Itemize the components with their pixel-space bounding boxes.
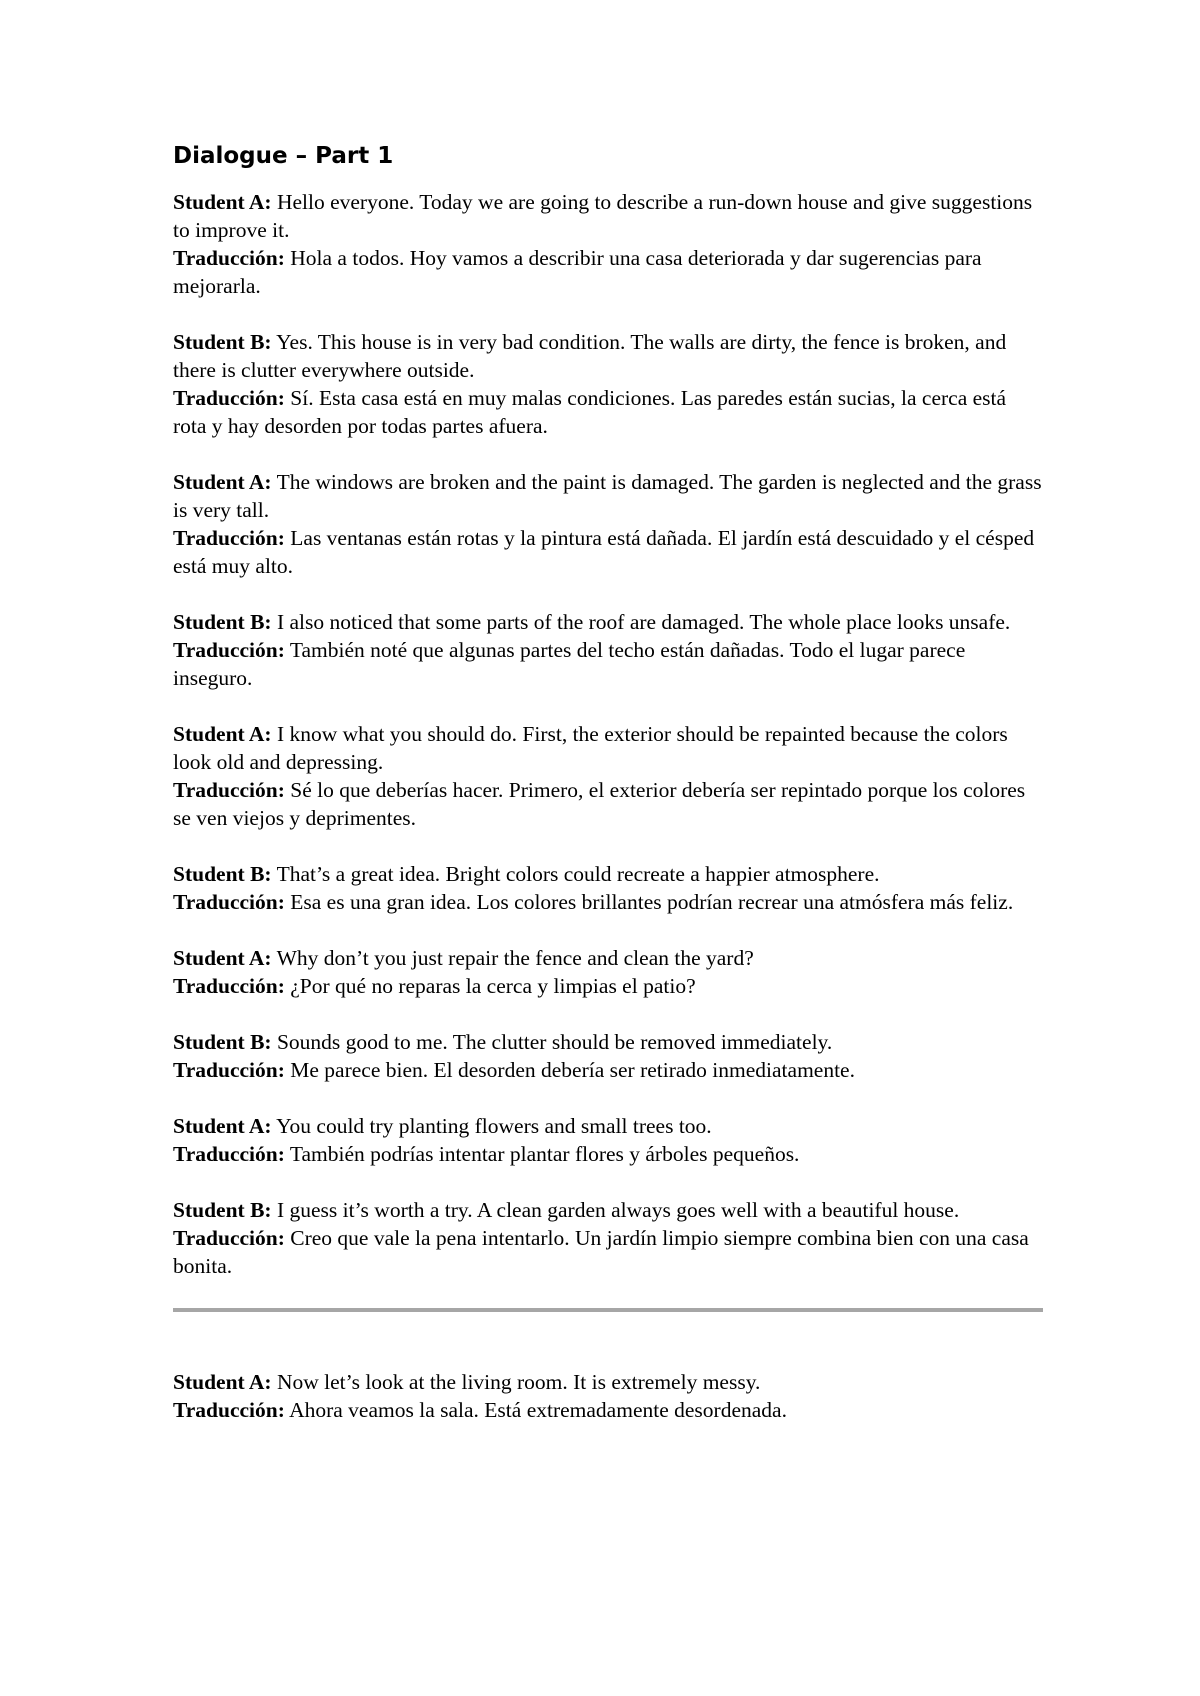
translation-line [173, 1224, 1043, 1280]
dialogue-block [173, 1112, 1043, 1168]
dialogue-line [173, 944, 1043, 972]
translation-line [173, 524, 1043, 580]
translation-text: También podrías intentar plantar flores y árboles pequeños. [284, 1142, 800, 1166]
speaker-label: Student B: [173, 1030, 272, 1054]
dialogue-line [173, 1112, 1043, 1140]
dialogue-block [173, 468, 1043, 580]
translation-line [173, 1396, 1043, 1424]
document-body [173, 140, 1043, 1452]
speaker-label: Student B: [173, 330, 272, 354]
dialogue-text: I know what you should do. First, the exterior should be repainted because the colors look old and depressing. [173, 722, 1008, 774]
translation-line [173, 384, 1043, 440]
translation-text: ¿Por qué no reparas la cerca y limpias el patio? [284, 974, 696, 998]
dialogue-line [173, 468, 1043, 524]
dialogue-text: Why don’t you just repair the fence and clean the yard? [271, 946, 754, 970]
dialogue-text: Sounds good to me. The clutter should be removed immediately. [271, 1030, 833, 1054]
translation-text: También noté que algunas partes del techo están dañadas. Todo el lugar parece inseguro. [173, 638, 966, 690]
dialogue-text: I guess it’s worth a try. A clean garden always goes well with a beautiful house. [271, 1198, 960, 1222]
dialogue-block [173, 328, 1043, 440]
dialogue-line [173, 720, 1043, 776]
dialogue-text: You could try planting flowers and small trees too. [271, 1114, 712, 1138]
translation-line [173, 636, 1043, 692]
translation-label: Traducción: [173, 1398, 285, 1422]
dialogue-line [173, 188, 1043, 244]
dialogue-block [173, 1196, 1043, 1280]
dialogue-text: I also noticed that some parts of the roof are damaged. The whole place looks unsafe. [271, 610, 1011, 634]
dialogue-block [173, 944, 1043, 1000]
speaker-label: Student A: [173, 190, 272, 214]
speaker-label: Student B: [173, 862, 272, 886]
dialogue-line [173, 1196, 1043, 1224]
speaker-label: Student A: [173, 722, 272, 746]
dialogue-line [173, 1028, 1043, 1056]
speaker-label: Student A: [173, 946, 272, 970]
dialogue-block [173, 188, 1043, 300]
speaker-label: Student A: [173, 470, 272, 494]
dialogue-text: Yes. This house is in very bad condition. The walls are dirty, the fence is broken, and there is clutter everywhere outside. [173, 330, 1007, 382]
translation-label: Traducción: [173, 1142, 285, 1166]
dialogue-text: Now let’s look at the living room. It is extremely messy. [271, 1370, 761, 1394]
translation-label: Traducción: [173, 778, 285, 802]
translation-label: Traducción: [173, 974, 285, 998]
dialogue-text: That’s a great idea. Bright colors could recreate a happier atmosphere. [271, 862, 880, 886]
speaker-label: Student A: [173, 1114, 272, 1138]
dialogue-block [173, 608, 1043, 692]
section-divider [173, 1308, 1043, 1312]
dialogue-line [173, 328, 1043, 384]
dialogue-line [173, 860, 1043, 888]
dialogue-line [173, 608, 1043, 636]
speaker-label: Student A: [173, 1370, 272, 1394]
translation-label: Traducción: [173, 638, 285, 662]
speaker-label: Student B: [173, 1198, 272, 1222]
translation-label: Traducción: [173, 246, 285, 270]
page-title: Dialogue – Part 1 [173, 143, 394, 169]
dialogue-block [173, 1028, 1043, 1084]
translation-text: Sí. Esta casa está en muy malas condiciones. Las paredes están sucias, la cerca está rota y hay desorden por todas partes afuera. [173, 386, 1007, 438]
translation-text: Esa es una gran idea. Los colores brillantes podrían recrear una atmósfera más feliz. [284, 890, 1014, 914]
translation-line [173, 776, 1043, 832]
translation-label: Traducción: [173, 526, 285, 550]
dialogue-text: Hello everyone. Today we are going to describe a run-down house and give suggestions to improve it. [173, 190, 1033, 242]
translation-text: Hola a todos. Hoy vamos a describir una casa deteriorada y dar sugerencias para mejorarla. [173, 246, 982, 298]
dialogue-block [173, 1368, 1043, 1424]
dialogue-text: The windows are broken and the paint is damaged. The garden is neglected and the grass is very tall. [173, 470, 1042, 522]
translation-text: Las ventanas están rotas y la pintura está dañada. El jardín está descuidado y el césped está muy alto. [173, 526, 1035, 578]
dialogue-block [173, 720, 1043, 832]
translation-label: Traducción: [173, 386, 285, 410]
translation-line [173, 972, 1043, 1000]
translation-label: Traducción: [173, 890, 285, 914]
translation-line [173, 1140, 1043, 1168]
translation-line [173, 888, 1043, 916]
translation-label: Traducción: [173, 1226, 285, 1250]
translation-line [173, 244, 1043, 300]
dialogue-line [173, 1368, 1043, 1396]
translation-text: Ahora veamos la sala. Está extremadamente desordenada. [284, 1398, 787, 1422]
translation-text: Me parece bien. El desorden debería ser retirado inmediatamente. [284, 1058, 855, 1082]
translation-text: Creo que vale la pena intentarlo. Un jardín limpio siempre combina bien con una casa bonita. [173, 1226, 1029, 1278]
speaker-label: Student B: [173, 610, 272, 634]
dialogue-block [173, 860, 1043, 916]
translation-text: Sé lo que deberías hacer. Primero, el exterior debería ser repintado porque los colores se ven viejos y deprimentes. [173, 778, 1026, 830]
translation-label: Traducción: [173, 1058, 285, 1082]
translation-line [173, 1056, 1043, 1084]
